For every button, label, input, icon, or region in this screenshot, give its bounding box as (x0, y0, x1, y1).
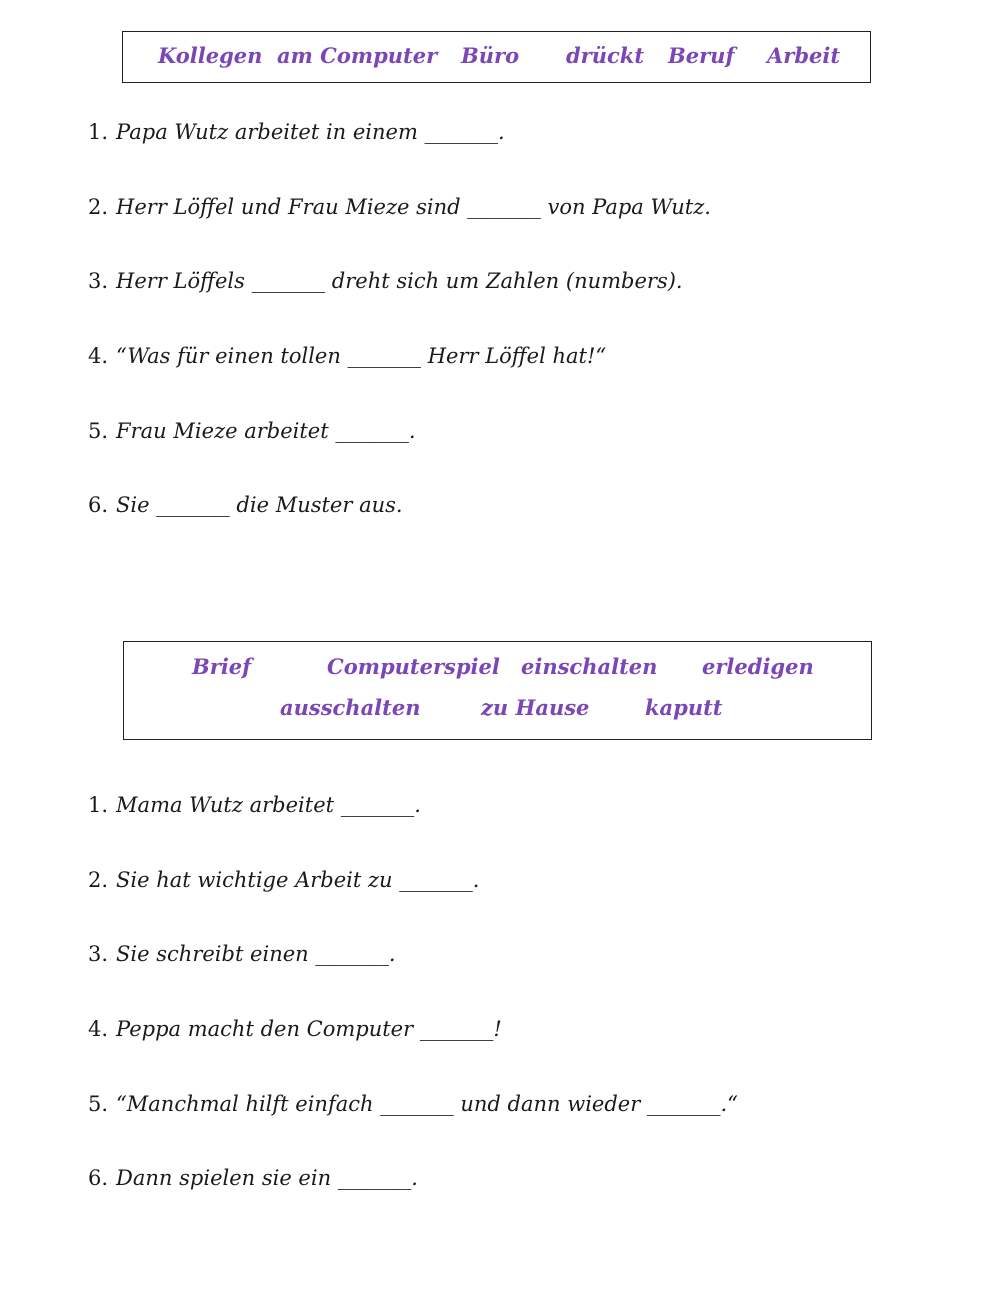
question-item (88, 868, 479, 892)
question-number: 1. (88, 120, 109, 144)
question-number: 3. (88, 942, 109, 966)
word-bank-item: ausschalten (280, 695, 421, 720)
question-item (88, 1092, 738, 1116)
question-number: 1. (88, 793, 109, 817)
word-bank-item: am Computer (277, 43, 438, 68)
question-text: “Was für einen tollen _______ Herr Löffel hat!“ (116, 344, 607, 368)
word-bank-item: drückt (566, 43, 645, 68)
question-number: 2. (88, 868, 109, 892)
question-number: 2. (88, 195, 109, 219)
question-item (88, 195, 711, 219)
question-text: Papa Wutz arbeitet in einem _______. (116, 120, 505, 144)
question-item (88, 793, 421, 817)
question-text: Sie schreibt einen _______. (116, 942, 396, 966)
question-text: Herr Löffels _______ dreht sich um Zahlen (numbers). (116, 269, 683, 293)
word-bank-item: Brief (192, 654, 252, 679)
question-number: 4. (88, 344, 109, 368)
question-number: 3. (88, 269, 109, 293)
question-item (88, 493, 403, 517)
word-bank-item: einschalten (521, 654, 658, 679)
question-text: Sie _______ die Muster aus. (116, 493, 403, 517)
word-bank-1 (122, 31, 871, 83)
question-number: 5. (88, 419, 109, 443)
question-text: Dann spielen sie ein _______. (116, 1166, 418, 1190)
question-text: “Manchmal hilft einfach _______ und dann wieder _______.“ (116, 1092, 738, 1116)
word-bank-item: Beruf (668, 43, 735, 68)
question-item (88, 269, 683, 293)
word-bank-item: zu Hause (481, 695, 590, 720)
question-number: 6. (88, 493, 109, 517)
question-text: Mama Wutz arbeitet _______. (116, 793, 421, 817)
question-text: Herr Löffel und Frau Mieze sind _______ von Papa Wutz. (116, 195, 711, 219)
question-item (88, 344, 606, 368)
question-item (88, 120, 505, 144)
word-bank-item: Büro (461, 43, 520, 68)
question-item (88, 942, 396, 966)
question-number: 6. (88, 1166, 109, 1190)
word-bank-2 (123, 641, 872, 740)
question-number: 4. (88, 1017, 109, 1041)
word-bank-item: kaputt (645, 695, 723, 720)
word-bank-item: Arbeit (767, 43, 841, 68)
question-text: Sie hat wichtige Arbeit zu _______. (116, 868, 480, 892)
word-bank-item: Kollegen (158, 43, 263, 68)
question-item (88, 419, 416, 443)
question-item (88, 1017, 502, 1041)
question-number: 5. (88, 1092, 109, 1116)
question-text: Peppa macht den Computer _______! (116, 1017, 502, 1041)
question-item (88, 1166, 418, 1190)
word-bank-item: erledigen (702, 654, 814, 679)
word-bank-item: Computerspiel (327, 654, 500, 679)
question-text: Frau Mieze arbeitet _______. (116, 419, 416, 443)
